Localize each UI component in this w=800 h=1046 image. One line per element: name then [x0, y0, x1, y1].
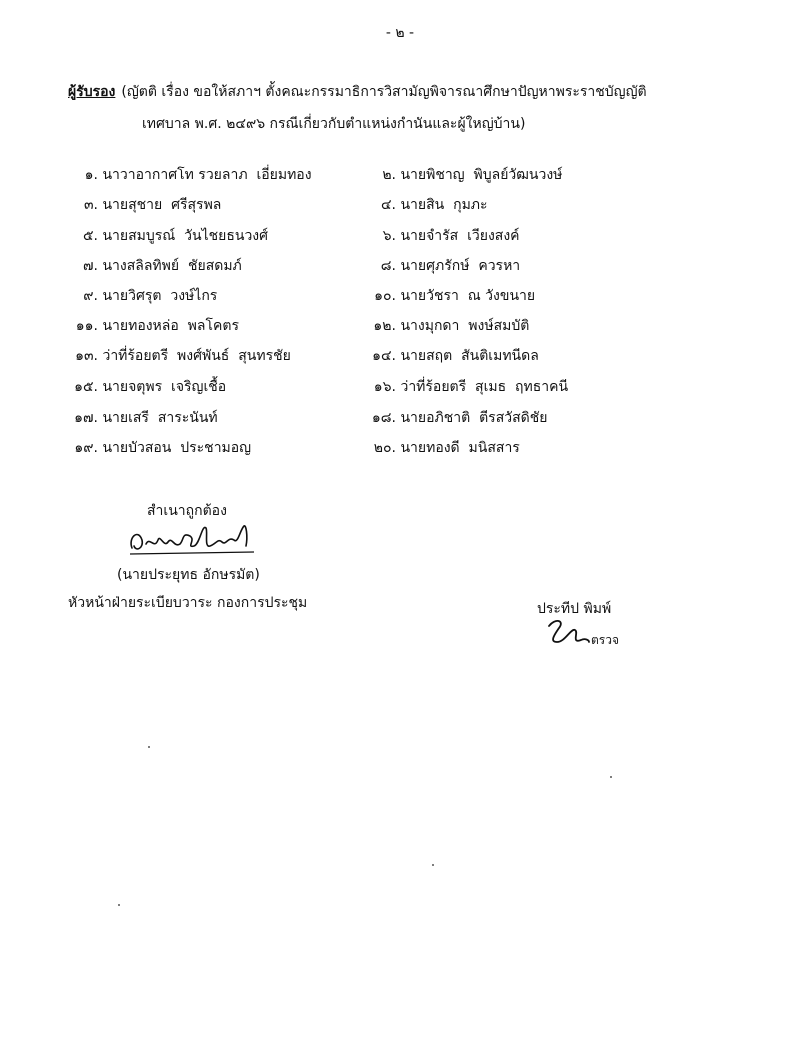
member-name: นายศุภรักษ์ ควรหา	[400, 258, 521, 274]
member-item	[44, 225, 268, 247]
member-number: ๑๔.	[372, 348, 396, 364]
member-number: ๑๗.	[74, 410, 98, 426]
initials-icon	[545, 616, 591, 652]
typist-name: ประทีป พิมพ์	[537, 601, 612, 617]
member-name: ว่าที่ร้อยตรี พงศ์พันธ์ สุนทรชัย	[102, 348, 291, 364]
member-item	[356, 437, 520, 459]
scan-speck	[432, 864, 434, 866]
member-number: ๘.	[380, 258, 396, 274]
member-name: นางมุกดา พงษ์สมบัติ	[400, 318, 530, 334]
checker-block	[545, 616, 619, 652]
member-name: นายวัชรา ณ วังขนาย	[400, 288, 536, 304]
member-number: ๓.	[83, 197, 98, 213]
member-item	[356, 255, 520, 277]
signature-icon	[124, 518, 264, 564]
member-item	[356, 225, 520, 247]
member-name: นายทองหล่อ พลโคตร	[102, 318, 239, 334]
checker-label: ตรวจ	[591, 633, 620, 647]
member-item	[44, 376, 226, 398]
member-name: นายสิน กุมภะ	[400, 197, 488, 213]
member-item	[44, 285, 217, 307]
member-number: ๑๒.	[373, 318, 396, 334]
member-item	[44, 315, 239, 337]
page-number: - ๒ -	[385, 25, 415, 41]
scan-speck	[118, 904, 120, 906]
certifier-position: หัวหน้าฝ่ายระเบียบวาระ กองการประชุม	[68, 595, 308, 611]
certifier-name: (นายประยุทธ อักษรมัต)	[117, 567, 260, 583]
member-item	[356, 285, 535, 307]
member-item	[44, 437, 251, 459]
member-item	[44, 194, 221, 216]
member-name: นางสลิลทิพย์ ชัยสดมภ์	[102, 258, 242, 274]
member-number: ๒.	[382, 167, 396, 183]
member-item	[44, 407, 218, 429]
member-number: ๑๐.	[374, 288, 396, 304]
member-number: ๗.	[83, 258, 98, 274]
member-name: นายทองดี มนิสสาร	[400, 440, 520, 456]
member-name: นายสมบูรณ์ วันไชยธนวงศ์	[102, 228, 269, 244]
member-number: ๑๕.	[74, 379, 98, 395]
member-name: นายพิชาญ พิบูลย์วัฒนวงษ์	[400, 167, 563, 183]
member-number: ๑๖.	[373, 379, 396, 395]
member-name: นายบัวสอน ประชามอญ	[102, 440, 252, 456]
member-number: ๖.	[382, 228, 396, 244]
member-item	[44, 255, 242, 277]
member-item	[356, 194, 488, 216]
member-number: ๔.	[380, 197, 396, 213]
member-name: นายอภิชาติ ตีรสวัสดิชัย	[400, 410, 548, 426]
heading-label: ผู้รับรอง	[68, 84, 116, 100]
member-name: นายสุชาย ศรีสุรพล	[102, 197, 222, 213]
member-number: ๒๐.	[373, 440, 396, 456]
member-number: ๑๙.	[74, 440, 98, 456]
member-item	[356, 315, 529, 337]
member-name: นายจตุพร เจริญเชื้อ	[102, 379, 227, 395]
heading-line-1: (ญัตติ เรื่อง ขอให้สภาฯ ตั้งคณะกรรมาธิการวิสามัญพิจารณาศึกษาปัญหาพระราชบัญญัติ	[121, 84, 647, 100]
member-item	[356, 164, 562, 186]
member-name: นายสฤต สันติเมทนีดล	[400, 348, 539, 364]
member-number: ๑.	[84, 167, 98, 183]
heading-line-2: เทศบาล พ.ศ. ๒๔๙๖ กรณีเกี่ยวกับตำแหน่งกำนันและผู้ใหญ่บ้าน)	[142, 116, 526, 132]
member-name: นายจำรัส เวียงสงค์	[400, 228, 520, 244]
member-name: นายวิศรุต วงษ์ไกร	[102, 288, 218, 304]
member-item	[356, 407, 547, 429]
member-item	[44, 345, 291, 367]
member-name: ว่าที่ร้อยตรี สุเมธ ฤทธาคนี	[400, 379, 569, 395]
member-number: ๕.	[82, 228, 98, 244]
member-name: นาวาอากาศโท รวยลาภ เอี่ยมทอง	[102, 167, 312, 183]
certified-copy-label: สำเนาถูกต้อง	[147, 503, 227, 519]
member-name: นายเสรี สาระนันท์	[102, 410, 218, 426]
heading	[68, 76, 768, 140]
member-item	[44, 164, 312, 186]
scan-speck	[148, 746, 150, 748]
member-number: ๑๑.	[75, 318, 98, 334]
member-number: ๙.	[83, 288, 98, 304]
member-number: ๑๘.	[371, 410, 396, 426]
member-item	[356, 376, 568, 398]
member-item	[356, 345, 539, 367]
member-number: ๑๓.	[75, 348, 98, 364]
scan-speck	[610, 776, 612, 778]
